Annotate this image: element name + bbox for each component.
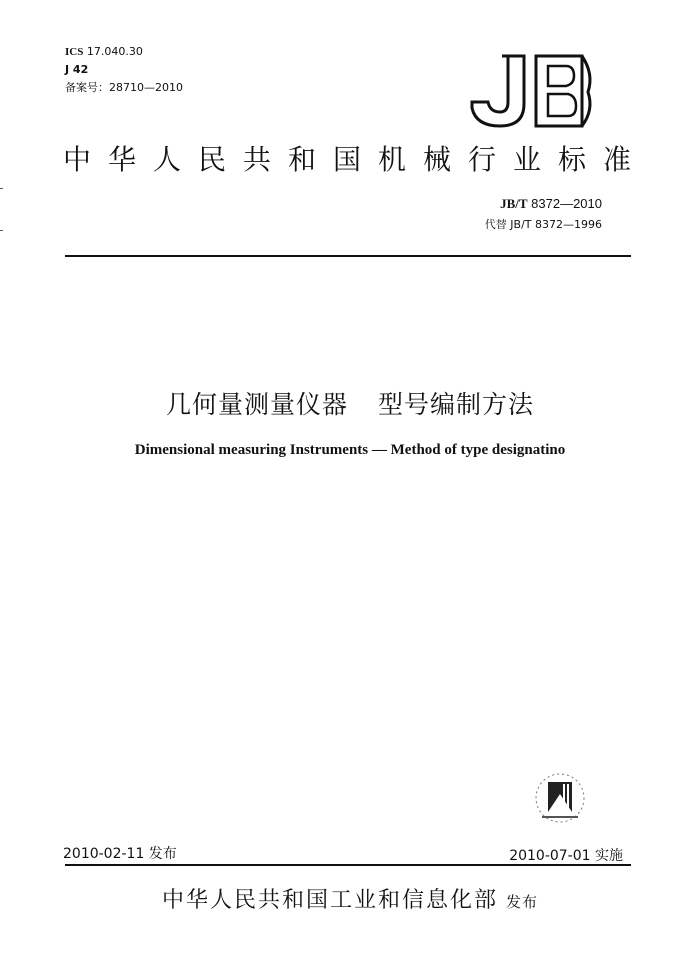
publisher-suffix: 发布 [506,893,539,911]
document-title-cn [0,385,700,421]
standard-number [500,196,602,212]
publisher-emblem-icon [528,768,592,828]
title-cn-part1: 几何量测量仪器 [165,390,348,419]
industry-standard-title: 中华人民共和国机械行业标准 [63,143,649,176]
issue-date: 2010-02-11 发布 [63,846,177,862]
record-number: 备案号：28710—2010 [65,81,183,94]
scan-mark [0,188,3,189]
implementation-date: 2010-07-01 实施 [509,848,623,864]
replaces-standard: 代替 JB/T 8372—1996 [484,218,602,231]
standard-prefix: JB/T [500,196,528,211]
publisher [0,883,700,914]
document-title-en: Dimensional measuring Instruments — Method of type designatino [134,442,566,458]
jb-logo [462,52,597,130]
ics-value: 17.040.30 [86,45,143,58]
standard-value: 8372—2010 [531,196,602,211]
scan-mark [0,230,3,231]
footer-divider [65,864,631,866]
publisher-name: 中华人民共和国工业和信息化部 [161,888,498,913]
ics-code [65,43,143,61]
ics-label: ICS [65,46,84,58]
title-cn-part2: 型号编制方法 [378,390,535,419]
header-divider [65,255,631,257]
class-code: J 42 [65,63,89,76]
